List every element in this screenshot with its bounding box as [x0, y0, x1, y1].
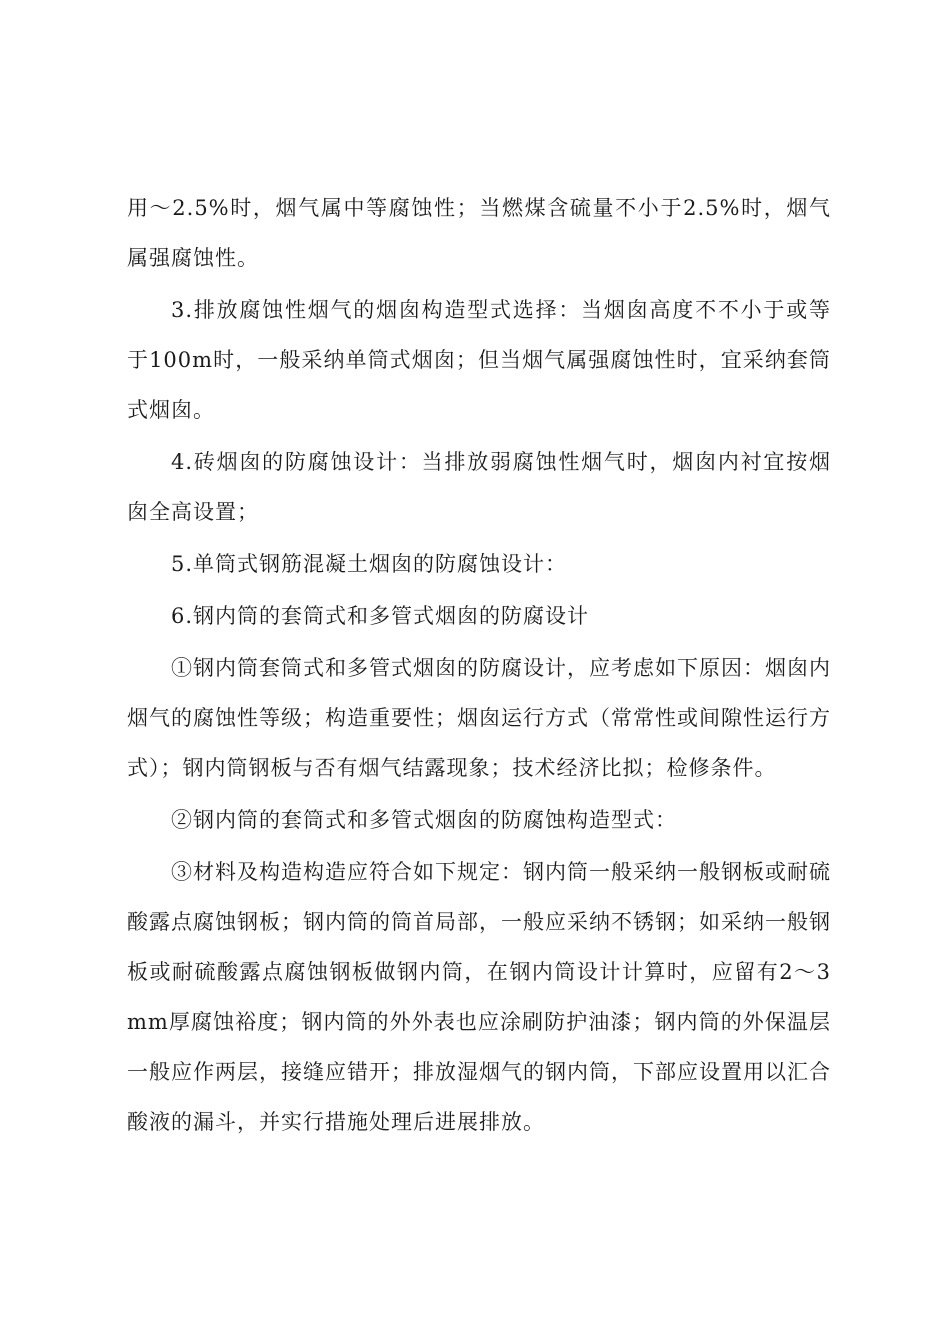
- paragraph-subitem-3: ③材料及构造构造应符合如下规定：钢内筒一般采纳一般钢板或耐硫酸露点腐蚀钢板；钢内筒的筒首局部，一般应采纳不锈钢；如采纳一般钢板或耐硫酸露点腐蚀钢板做钢内筒，在钢内筒设计计算时，应留有2～3mm厚腐蚀裕度；钢内筒的外外表也应涂刷防护油漆；钢内筒的外保温层一般应作两层，接缝应错开；排放湿烟气的钢内筒，下部应设置用以汇合酸液的漏斗，并实行措施处理后进展排放。: [127, 860, 831, 1134]
- paragraph-item-4: 4.砖烟囱的防腐蚀设计：当排放弱腐蚀性烟气时，烟囱内衬宜按烟囱全高设置；: [127, 450, 831, 524]
- paragraph-continuation: 用～2.5%时，烟气属中等腐蚀性；当燃煤含硫量不小于2.5%时，烟气属强腐蚀性。: [127, 196, 831, 270]
- paragraph-subitem-1: ①钢内筒套筒式和多管式烟囱的防腐设计，应考虑如下原因：烟囱内烟气的腐蚀性等级；构造重要性；烟囱运行方式（常常性或间隙性运行方式）；钢内筒钢板与否有烟气结露现象；技术经济比拟；检修条件。: [127, 656, 831, 780]
- document-body: [127, 183, 831, 1149]
- paragraph-item-3: 3.排放腐蚀性烟气的烟囱构造型式选择：当烟囱高度不不小于或等于100m时，一般采纳单筒式烟囱；但当烟气属强腐蚀性时，宜采纳套筒式烟囱。: [127, 298, 831, 422]
- paragraph-item-5: 5.单筒式钢筋混凝土烟囱的防腐蚀设计：: [171, 552, 568, 576]
- paragraph-item-6: 6.钢内筒的套筒式和多管式烟囱的防腐设计: [171, 604, 590, 628]
- paragraph-subitem-2: ②钢内筒的套筒式和多管式烟囱的防腐蚀构造型式：: [171, 808, 677, 832]
